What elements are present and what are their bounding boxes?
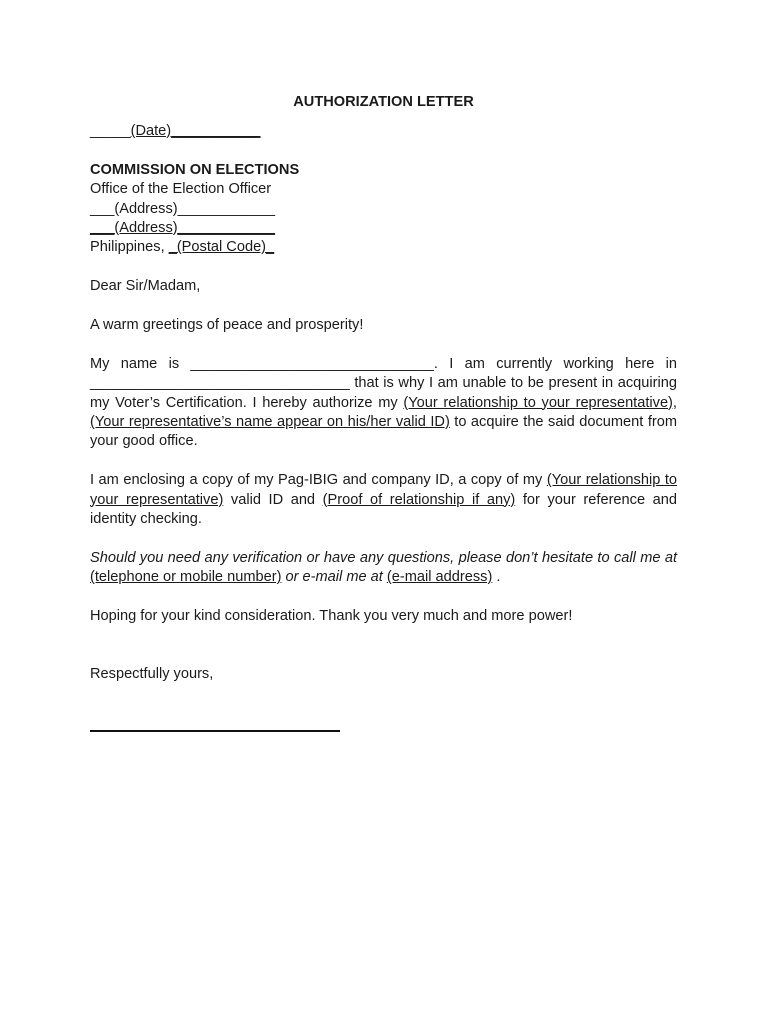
address-line-2 (90, 219, 677, 238)
phone-placeholder: (telephone or mobile number) (90, 569, 282, 586)
para2-text-1: I am enclosing a copy of my Pag-IBIG and company ID, a copy of my (90, 472, 547, 489)
para2-text-3: for your reference and identity checking. (90, 491, 678, 527)
paragraph-authorization (90, 355, 677, 452)
address2-pre: ___ (90, 219, 115, 236)
address1-post: ____________ (177, 200, 276, 217)
para2-text-2: valid ID and (223, 491, 323, 508)
address1-pre: ___ (90, 200, 115, 217)
date-line (90, 122, 677, 141)
para1-text-1: My name is ______________________________. I am currently working here in ________________________________ that is why I am unable to be present in acquiring my Voter’s Certification. I hereby authorize my (90, 355, 677, 411)
recipient-office: Office of the Election Officer (90, 181, 272, 198)
date-placeholder: (Date) (130, 123, 172, 139)
date-pre: _____ (90, 123, 131, 139)
date-post: ___________ (171, 123, 261, 139)
salutation: Dear Sir/Madam, (90, 278, 201, 295)
letter-title: AUTHORIZATION LETTER (293, 94, 474, 110)
letter-body (90, 93, 677, 732)
address-line-1 (90, 200, 677, 219)
email-placeholder: (e-mail address) (386, 569, 493, 586)
signoff: Respectfully yours, (90, 666, 214, 683)
postal-placeholder: _(Postal Code)_ (168, 239, 275, 256)
para1-text-2: , (672, 394, 677, 411)
address2-placeholder: (Address) (114, 219, 178, 236)
closing-note: Hoping for your kind consideration. Thank you very much and more power! (90, 607, 573, 624)
recipient-org: COMMISSION ON ELECTIONS (90, 161, 300, 178)
para3-text-2: or e-mail me at (281, 569, 387, 586)
para3-text-3: . (492, 569, 501, 586)
address2-post: ____________ (177, 219, 276, 236)
signature-line (90, 730, 340, 732)
relationship-placeholder-2: (Your relationship to your representative) (90, 472, 677, 508)
proof-placeholder: (Proof of relationship if any) (322, 491, 516, 508)
greeting: A warm greetings of peace and prosperity! (90, 316, 364, 333)
postal-line (90, 238, 677, 257)
representative-name-placeholder: (Your representative’s name appear on his/her valid ID) (90, 413, 450, 430)
paragraph-enclosure (90, 471, 677, 529)
address1-placeholder: (Address) (114, 200, 178, 217)
para1-text-3: to acquire the said document from your good office. (90, 413, 678, 450)
para3-text-1: Should you need any verification or have any questions, please don’t hesitate to call me at (90, 549, 677, 566)
paragraph-contact (90, 549, 677, 588)
relationship-placeholder: (Your relationship to your representative) (403, 394, 673, 411)
postal-pre: Philippines, (90, 239, 169, 256)
